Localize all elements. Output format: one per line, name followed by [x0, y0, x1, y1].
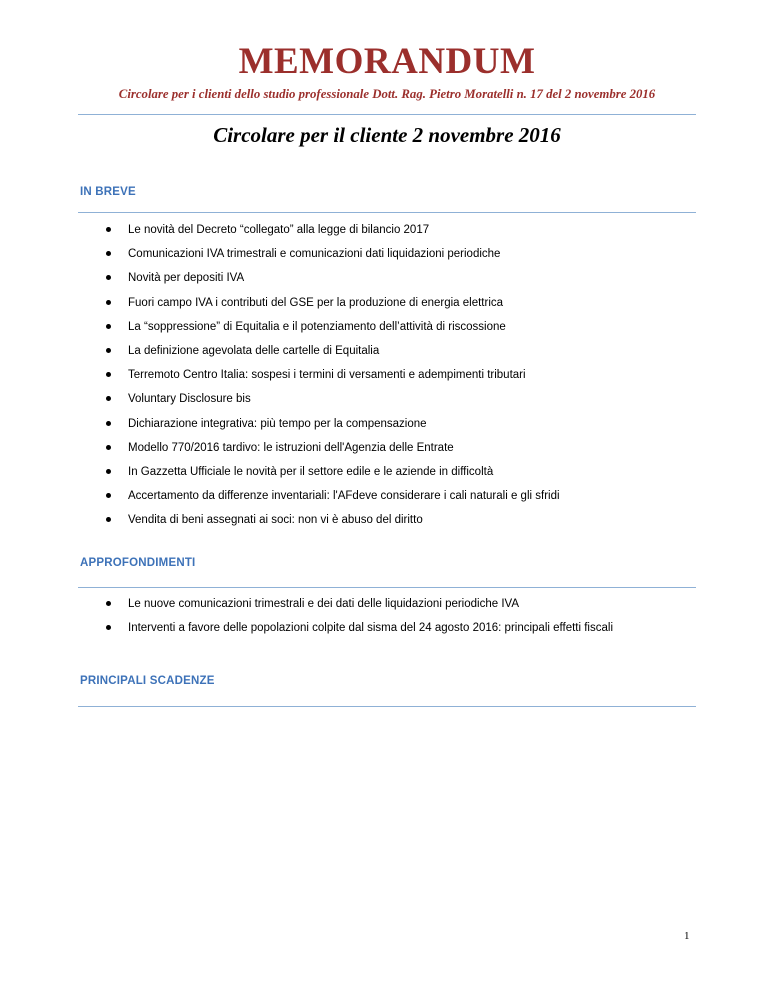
- list-item-text: In Gazzetta Ufficiale le novità per il settore edile e le aziende in difficoltà: [128, 465, 494, 478]
- list-item: [80, 465, 696, 489]
- bullet-icon: [106, 601, 111, 606]
- section-divider-principali-scadenze: [78, 706, 696, 707]
- list-item: [80, 441, 696, 465]
- list-item: [80, 513, 696, 537]
- list-item-text: Dichiarazione integrativa: più tempo per la compensazione: [128, 417, 427, 430]
- list-item-text: La “soppressione” di Equitalia e il potenziamento dell’attività di riscossione: [128, 320, 506, 333]
- bullet-icon: [106, 251, 111, 256]
- list-item: [80, 489, 696, 513]
- masthead: [78, 40, 696, 102]
- section-heading-principali-scadenze: PRINCIPALI SCADENZE: [80, 675, 215, 687]
- memo-subtitle: Circolare per i clienti dello studio professionale Dott. Rag. Pietro Moratelli n. 17 del 2 novembre 2016: [118, 87, 656, 101]
- list-item-text: Voluntary Disclosure bis: [128, 393, 251, 406]
- list-item-text: Le nuove comunicazioni trimestrali e dei dati delle liquidazioni periodiche IVA: [128, 598, 520, 610]
- list-item: [80, 417, 696, 441]
- approfondimenti-list: [80, 597, 696, 645]
- bullet-icon: [106, 324, 111, 329]
- bullet-icon: [106, 396, 111, 401]
- list-item-text: Le novità del Decreto “collegato” alla legge di bilancio 2017: [128, 224, 430, 236]
- bullet-icon: [106, 493, 111, 498]
- list-item-text: Comunicazioni IVA trimestrali e comunicazioni dati liquidazioni periodiche: [128, 248, 501, 261]
- bullet-icon: [106, 421, 111, 426]
- list-item-text: Novità per depositi IVA: [128, 272, 245, 285]
- list-item: [80, 296, 696, 320]
- bullet-icon: [106, 300, 111, 305]
- in-breve-list: [80, 223, 696, 537]
- bullet-icon: [106, 469, 111, 474]
- section-divider-in-breve: [78, 212, 696, 213]
- section-divider-approfondimenti: [78, 587, 696, 588]
- section-heading-approfondimenti: APPROFONDIMENTI: [80, 557, 196, 569]
- list-item-text: Vendita di beni assegnati ai soci: non vi è abuso del diritto: [128, 514, 423, 527]
- list-item: [80, 320, 696, 344]
- header-divider: [78, 114, 696, 115]
- bullet-icon: [106, 517, 111, 522]
- bullet-icon: [106, 227, 111, 232]
- list-item: [80, 392, 696, 416]
- list-item: [80, 271, 696, 295]
- list-item-text: Fuori campo IVA i contributi del GSE per la produzione di energia elettrica: [128, 296, 504, 309]
- list-item-text: Interventi a favore delle popolazioni colpite dal sisma del 24 agosto 2016: principali effetti fiscali: [128, 622, 613, 635]
- document-title: Circolare per il cliente 2 novembre 2016: [213, 123, 561, 147]
- section-heading-in-breve: IN BREVE: [80, 186, 136, 198]
- list-item: [80, 223, 696, 247]
- bullet-icon: [106, 348, 111, 353]
- list-item: [80, 597, 696, 621]
- list-item: [80, 247, 696, 271]
- list-item-text: Modello 770/2016 tardivo: le istruzioni dell'Agenzia delle Entrate: [128, 441, 454, 454]
- bullet-icon: [106, 372, 111, 377]
- list-item-text: La definizione agevolata delle cartelle di Equitalia: [128, 344, 380, 357]
- list-item-text: Terremoto Centro Italia: sospesi i termini di versamenti e adempimenti tributari: [128, 369, 526, 382]
- list-item-text: Accertamento da differenze inventariali: l'AFdeve considerare i cali naturali e gli sfridi: [128, 490, 560, 503]
- bullet-icon: [106, 275, 111, 280]
- bullet-icon: [106, 625, 111, 630]
- list-item: [80, 368, 696, 392]
- page-number: 1: [684, 930, 690, 942]
- list-item: [80, 344, 696, 368]
- memo-title: MEMORANDUM: [238, 41, 536, 82]
- bullet-icon: [106, 445, 111, 450]
- list-item: [80, 621, 696, 645]
